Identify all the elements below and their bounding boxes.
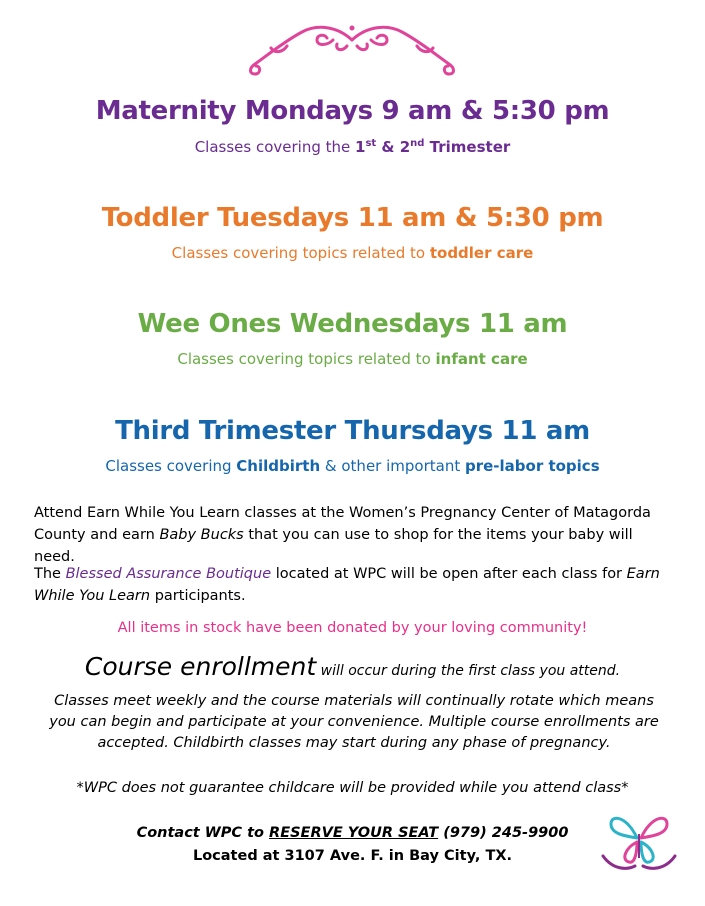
butterfly-logo-icon bbox=[597, 808, 681, 876]
ordinal-2: 2 bbox=[399, 138, 411, 156]
desc-bold: Childbirth bbox=[236, 457, 321, 475]
childcare-disclaimer: *WPC does not guarantee childcare will be provided while you attend class* bbox=[76, 780, 629, 796]
donated-note: All items in stock have been donated by your loving community! bbox=[117, 620, 588, 636]
decorative-swirl-ornament-icon bbox=[247, 20, 457, 76]
attend-text-2: that you can use to shop for the items your baby will need. bbox=[34, 527, 633, 565]
class-desc-maternity-mondays bbox=[0, 138, 705, 156]
desc-text: Classes covering topics related to bbox=[177, 350, 436, 368]
reserve-your-seat-text: RESERVE YOUR SEAT bbox=[269, 825, 439, 841]
class-title-third-trimester-thursdays: Third Trimester Thursdays 11 am bbox=[115, 416, 590, 446]
class-desc-third-trimester-thursdays bbox=[0, 457, 705, 475]
course-enrollment-heading: Course enrollment bbox=[84, 652, 317, 681]
boutique-paragraph bbox=[34, 563, 674, 607]
class-title-wee-ones-wednesdays: Wee Ones Wednesdays 11 am bbox=[137, 309, 568, 339]
boutique-text-3: participants. bbox=[150, 588, 246, 604]
address-line: Located at 3107 Ave. F. in Bay City, TX. bbox=[192, 848, 513, 864]
desc-text: Classes covering bbox=[105, 457, 237, 475]
trimester-text: Trimester bbox=[424, 138, 511, 156]
desc-text-2: & other important bbox=[320, 457, 465, 475]
class-desc-toddler-tuesdays bbox=[0, 244, 705, 262]
baby-bucks-text: Baby Bucks bbox=[159, 527, 244, 543]
boutique-name: Blessed Assurance Boutique bbox=[65, 566, 272, 582]
ordinal-1: 1 bbox=[355, 138, 366, 156]
desc-text: Classes covering the bbox=[194, 138, 356, 156]
attend-paragraph bbox=[34, 502, 674, 568]
class-desc-wee-ones-wednesdays bbox=[0, 350, 705, 368]
desc-text: Classes covering topics related to bbox=[171, 244, 430, 262]
boutique-text-2: located at WPC will be open after each class for bbox=[271, 566, 627, 582]
desc-bold: infant care bbox=[435, 350, 528, 368]
contact-prefix: Contact WPC to bbox=[136, 825, 270, 841]
course-enrollment-details: Classes meet weekly and the course materials will continually rotate which means you can begin and participate at your convenience. Multiple course enrollments are accepted. Childbirth classes may start during any phase of pregnancy. bbox=[49, 693, 659, 751]
ordinal-1-suffix: st bbox=[365, 138, 377, 149]
desc-bold: toddler care bbox=[429, 244, 534, 262]
course-enrollment-line bbox=[0, 652, 705, 681]
attend-text-1: Attend Earn While You Learn classes at the Women’s Pregnancy Center of Matagorda County and earn bbox=[34, 505, 651, 543]
class-title-toddler-tuesdays: Toddler Tuesdays 11 am & 5:30 pm bbox=[101, 203, 604, 233]
class-title-maternity-mondays: Maternity Mondays 9 am & 5:30 pm bbox=[95, 96, 610, 126]
course-enrollment-rest: will occur during the first class you attend. bbox=[316, 663, 621, 679]
phone-number: (979) 245-9900 bbox=[438, 825, 569, 841]
amp-text: & bbox=[376, 138, 400, 156]
desc-bold-2: pre-labor topics bbox=[464, 457, 600, 475]
earn-while-you-learn-text: Earn While You Learn bbox=[34, 566, 660, 604]
ordinal-2-suffix: nd bbox=[410, 138, 425, 149]
boutique-text-1: The bbox=[34, 566, 66, 582]
